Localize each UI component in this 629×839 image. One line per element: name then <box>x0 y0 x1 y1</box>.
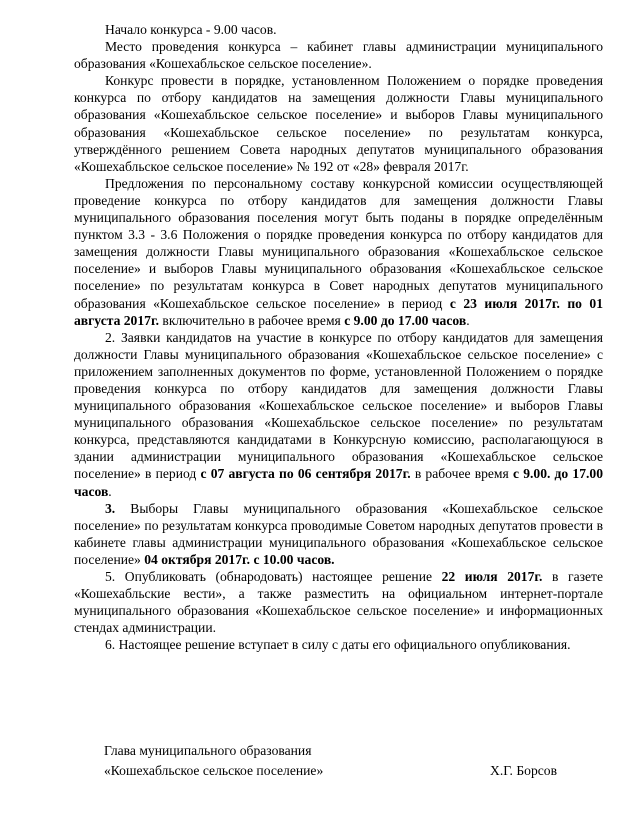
elections-paragraph <box>74 500 603 568</box>
applications-mid: в рабочее время <box>410 466 513 482</box>
proposals-dates: с 23 июля 2017г. по 01 августа 2017г. <box>74 295 603 328</box>
signature-title-line1: Глава муниципального образования <box>104 743 312 758</box>
applications-paragraph <box>74 329 603 500</box>
order-paragraph: Конкурс провести в порядке, установленном Положением о порядке проведения конкурса по отбору кандидатов на замещения должности Главы муниципального образования «Кошехабльское сельское поселение» и выборов Главы муниципального образования «Кошехабльское сельское поселение» по результатам конкурса, утверждённого решением Совета народных депутатов муниципального образования «Кошехабльское сельское поселение» № 192 от «28» февраля 2017г. <box>74 73 603 174</box>
signature-row <box>104 761 584 781</box>
signature-block <box>104 741 584 781</box>
proposals-mid: включительно в рабочее время <box>159 312 345 328</box>
signature-title-line2: «Кошехабльское сельское поселение» <box>104 763 324 778</box>
venue-paragraph: Место проведения конкурса – кабинет главы администрации муниципального образования «Кошехабльское сельское поселение». <box>74 39 603 72</box>
publish-text: 5. Опубликовать (обнародовать) настоящее решение <box>105 569 442 584</box>
signature-name: Х.Г. Борсов <box>490 763 557 778</box>
document-body <box>74 21 603 653</box>
publish-paragraph <box>74 568 603 636</box>
applications-end: . <box>108 483 112 499</box>
proposals-text: Предложения по персональному составу конкурсной комиссии осуществляющей проведение конкурса по отбору кандидатов для замещения должности Главы муниципального образования поселения могут быть поданы в порядке определённым пунктом 3.3 - 3.6 Положения о порядке проведения конкурса по отбору кандидатов для замещения должности Главы муниципального образования «Кошехабльское сельское поселение» и выборов Главы муниципального образования «Кошехабльское сельское поселение» по результатам конкурса в Совет народных депутатов муниципального образования «Кошехабльское сельское поселение» в период <box>74 175 603 311</box>
elections-text: Выборы Главы муниципального образования «Кошехабльское сельское поселение» по результатам конкурса проводимые Советом народных депутатов провести в кабинете главы администрации муниципального образования «Кошехабльское сельское поселение» <box>74 500 603 567</box>
elections-date: 04 октября 2017г. с 10.00 часов. <box>144 551 335 567</box>
applications-text: 2. Заявки кандидатов на участие в конкурсе по отбору кандидатов для замещения должности Главы муниципального образования «Кошехабльское сельское поселение» с приложением заполненных документов по форме, установленной Положением о порядке проведения конкурса по отбору кандидатов для замещения должности Главы муниципального образования «Кошехабльское сельское поселение» и выборов Главы муниципального образования «Кошехабльское сельское поселение» по результатам конкурса, представляются кандидатами в Конкурсную комиссию, располагающуюся в здании администрации муниципального образования «Кошехабльское сельское поселение» в период <box>74 329 603 482</box>
proposals-hours: с 9.00 до 17.00 часов <box>344 312 467 328</box>
applications-hours: с 9.00. до 17.00 часов <box>74 466 603 499</box>
proposals-paragraph <box>74 175 603 329</box>
effective-paragraph: 6. Настоящее решение вступает в силу с даты его официального опубликования. <box>105 637 571 653</box>
elections-number: 3. <box>105 500 116 516</box>
start-time-paragraph: Начало конкурса - 9.00 часов. <box>105 22 277 37</box>
proposals-end: . <box>466 312 470 328</box>
publish-date: 22 июля 2017г. <box>441 569 543 584</box>
publish-rest: в газете «Кошехабльские вести», а также разместить на официальном интернет-портале муниципального образования «Кошехабльское сельское поселение» и информационных стендах администрации. <box>74 569 603 636</box>
applications-dates: с 07 августа по 06 сентября 2017г. <box>200 466 411 482</box>
